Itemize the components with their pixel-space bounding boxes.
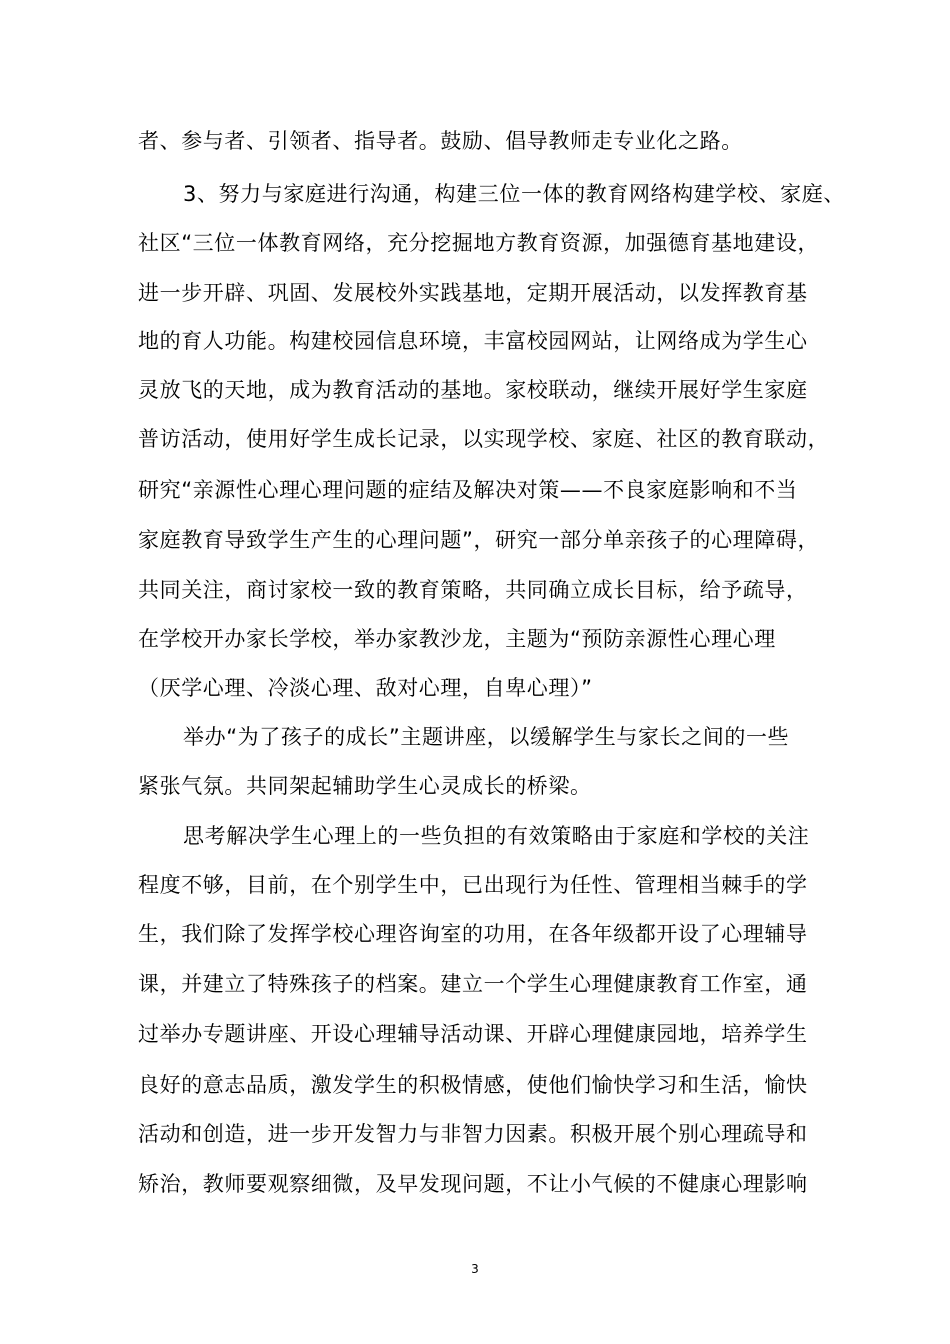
page-number: 3	[471, 1262, 479, 1276]
text-line: 过举办专题讲座、开设心理辅导活动课、开辟心理健康园地，培养学生	[138, 1022, 808, 1046]
text-line: 紧张气氛。共同架起辅助学生心灵成长的桥梁。	[138, 774, 592, 798]
text-line: 进一步开辟、巩固、发展校外实践基地，定期开展活动，以发挥教育基	[138, 281, 808, 305]
text-line: 灵放飞的天地，成为教育活动的基地。家校联动，继续开展好学生家庭	[138, 378, 808, 402]
text-line: 社区“三位一体教育网络，充分挖掘地方教育资源，加强德育基地建设，	[138, 231, 820, 255]
text-line: 研究“亲源性心理心理问题的症结及解决对策——不良家庭影响和不当	[138, 478, 798, 502]
text-line: 在学校开办家长学校，举办家教沙龙，主题为“预防亲源性心理心理	[138, 627, 776, 651]
text-line: 共同关注，商讨家校一致的教育策略，共同确立成长目标，给予疏导，	[138, 578, 808, 602]
text-line: 思考解决学生心理上的一些负担的有效策略由于家庭和学校的关注	[183, 824, 810, 848]
text-line: 者、参与者、引领者、指导者。鼓励、倡导教师走专业化之路。	[138, 129, 743, 153]
text-line: 课，并建立了特殊孩子的档案。建立一个学生心理健康教育工作室，通	[138, 972, 808, 996]
text-line: 矫治，教师要观察细微，及早发现问题，不让小气候的不健康心理影响	[138, 1172, 808, 1196]
text-line: 生，我们除了发挥学校心理咨询室的功用，在各年级都开设了心理辅导	[138, 922, 808, 946]
text-line: 活动和创造，进一步开发智力与非智力因素。积极开展个别心理疏导和	[138, 1122, 808, 1146]
text-line: 普访活动，使用好学生成长记录，以实现学校、家庭、社区的教育联动，	[138, 427, 830, 451]
text-line: 3、努力与家庭进行沟通，构建三位一体的教育网络构建学校、家庭、	[183, 182, 845, 206]
text-line: 良好的意志品质，激发学生的积极情感，使他们愉快学习和生活，愉快	[138, 1073, 808, 1097]
text-line: 地的育人功能。构建校园信息环境，丰富校园网站，让网络成为学生心	[138, 329, 808, 353]
text-line: 程度不够，目前，在个别学生中，已出现行为任性、管理相当棘手的学	[138, 873, 808, 897]
text-line: 举办“为了孩子的成长”主题讲座，以缓解学生与家长之间的一些	[183, 725, 790, 749]
text-line: （厌学心理、冷淡心理、敌对心理，自卑心理）”	[138, 676, 593, 700]
text-line: 家庭教育导致学生产生的心理问题”，研究一部分单亲孩子的心理障碍，	[138, 528, 820, 552]
